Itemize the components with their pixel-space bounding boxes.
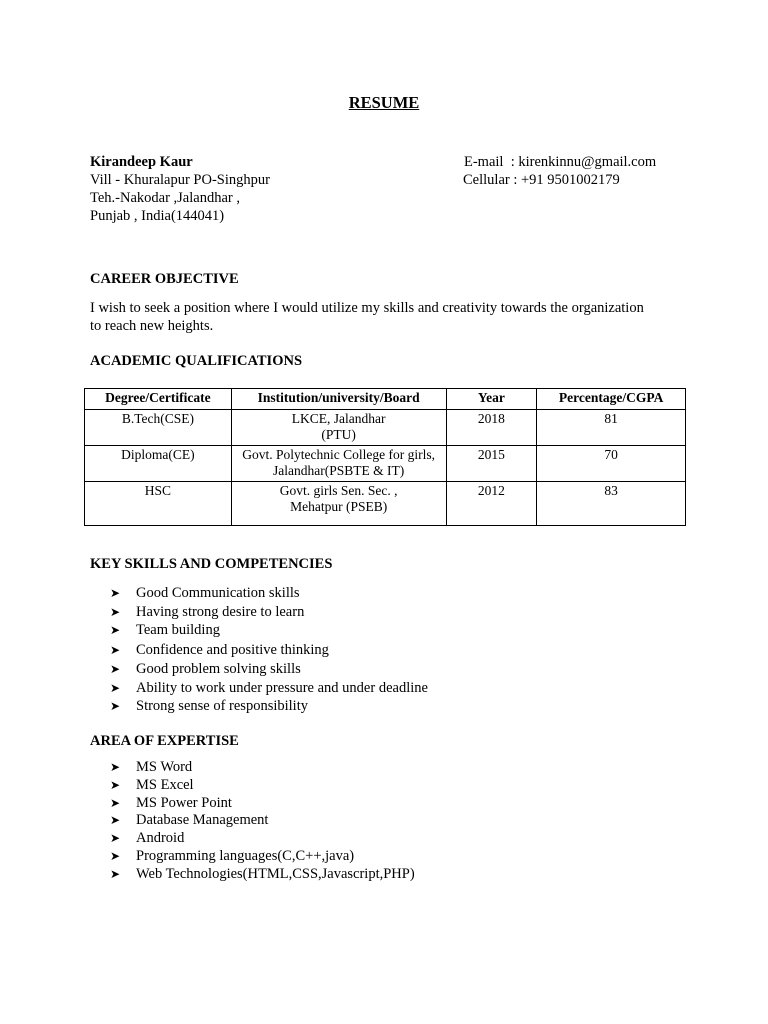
score-cell: 83 — [537, 482, 686, 526]
list-item-text: Programming languages(C,C++,java) — [136, 847, 355, 864]
list-item-text: MS Word — [136, 759, 193, 775]
column-header: Percentage/CGPA — [537, 389, 686, 410]
arrowhead-bullet-icon: ➤ — [110, 831, 121, 846]
career-objective-line-1: I wish to seek a position where I would utilize my skills and creativity towards the organization — [90, 300, 644, 316]
list-item — [110, 847, 415, 865]
list-item-text: Ability to work under pressure and under deadline — [136, 679, 428, 696]
institution-cell — [231, 446, 446, 482]
list-item — [110, 621, 428, 640]
score-cell: 81 — [537, 410, 686, 446]
list-item — [110, 697, 428, 716]
table-header-row — [85, 389, 686, 410]
list-item-text: Strong sense of responsibility — [136, 698, 308, 714]
list-item-text: Confidence and positive thinking — [136, 641, 329, 658]
arrowhead-bullet-icon: ➤ — [110, 795, 121, 810]
email-text: E-mail : kirenkinnu@gmail.com — [464, 154, 657, 170]
academic-table — [84, 388, 686, 526]
list-item-text: Good Communication skills — [136, 585, 300, 601]
list-item — [110, 679, 428, 698]
institution-line: Jalandhar(PSBTE & IT) — [273, 463, 405, 478]
arrowhead-bullet-icon: ➤ — [110, 699, 121, 713]
column-header: Degree/Certificate — [85, 389, 232, 410]
table-row — [85, 410, 686, 446]
list-item — [110, 811, 415, 829]
year-cell: 2018 — [446, 410, 537, 446]
skills-list — [110, 584, 428, 716]
list-item — [110, 776, 415, 794]
academic-heading: ACADEMIC QUALIFICATIONS — [90, 353, 303, 369]
table-row — [85, 482, 686, 526]
expertise-list — [110, 758, 415, 883]
list-item-text: Team building — [136, 622, 220, 638]
institution-cell — [231, 482, 446, 526]
skills-heading: KEY SKILLS AND COMPETENCIES — [90, 556, 333, 572]
address-line-3: Punjab , India(144041) — [90, 208, 225, 224]
list-item-text: Database Management — [136, 812, 269, 829]
arrowhead-bullet-icon: ➤ — [110, 642, 121, 657]
column-header: Institution/university/Board — [231, 389, 446, 410]
career-objective-line-2: to reach new heights. — [90, 318, 214, 334]
list-item — [110, 865, 415, 883]
table-row — [85, 446, 686, 482]
expertise-heading: AREA OF EXPERTISE — [90, 733, 239, 749]
list-item-text: MS Excel — [136, 776, 194, 793]
candidate-name: Kirandeep Kaur — [90, 154, 193, 170]
institution-line: LKCE, Jalandhar — [291, 411, 386, 426]
list-item-text: Web Technologies(HTML,CSS,Javascript,PHP) — [136, 865, 415, 882]
address-line-1: Vill - Khuralapur PO-Singhpur — [90, 172, 270, 188]
arrowhead-bullet-icon: ➤ — [110, 777, 121, 792]
score-cell: 70 — [537, 446, 686, 482]
degree-cell: Diploma(CE) — [85, 446, 232, 482]
list-item-text: Good problem solving skills — [136, 661, 301, 677]
institution-line: Govt. Polytechnic College for girls, — [242, 447, 436, 462]
arrowhead-bullet-icon: ➤ — [110, 586, 121, 600]
list-item-text: Having strong desire to learn — [136, 603, 305, 620]
address-line-2: Teh.-Nakodar ,Jalandhar , — [90, 190, 240, 206]
list-item-text: Android — [136, 830, 185, 847]
institution-line: Govt. girls Sen. Sec. , — [279, 483, 398, 498]
list-item — [110, 603, 428, 622]
arrowhead-bullet-icon: ➤ — [110, 604, 121, 619]
list-item-text: MS Power Point — [136, 794, 232, 811]
list-item — [110, 660, 428, 679]
list-item — [110, 829, 415, 847]
page-title: RESUME — [348, 93, 420, 112]
arrowhead-bullet-icon: ➤ — [110, 813, 121, 828]
arrowhead-bullet-icon: ➤ — [110, 623, 121, 637]
column-header: Year — [446, 389, 537, 410]
list-item — [110, 584, 428, 603]
career-objective-heading: CAREER OBJECTIVE — [90, 271, 239, 287]
institution-cell — [231, 410, 446, 446]
list-item — [110, 758, 415, 776]
arrowhead-bullet-icon: ➤ — [110, 680, 121, 695]
list-item — [110, 794, 415, 812]
cellular-text: Cellular : +91 9501002179 — [463, 172, 620, 188]
degree-cell: B.Tech(CSE) — [85, 410, 232, 446]
arrowhead-bullet-icon: ➤ — [110, 760, 121, 774]
degree-cell: HSC — [85, 482, 232, 526]
arrowhead-bullet-icon: ➤ — [110, 662, 121, 676]
year-cell: 2015 — [446, 446, 537, 482]
arrowhead-bullet-icon: ➤ — [110, 848, 121, 863]
institution-line: Mehatpur (PSEB) — [290, 499, 388, 514]
arrowhead-bullet-icon: ➤ — [110, 866, 121, 881]
list-item — [110, 641, 428, 660]
institution-line: (PTU) — [321, 427, 356, 442]
year-cell: 2012 — [446, 482, 537, 526]
